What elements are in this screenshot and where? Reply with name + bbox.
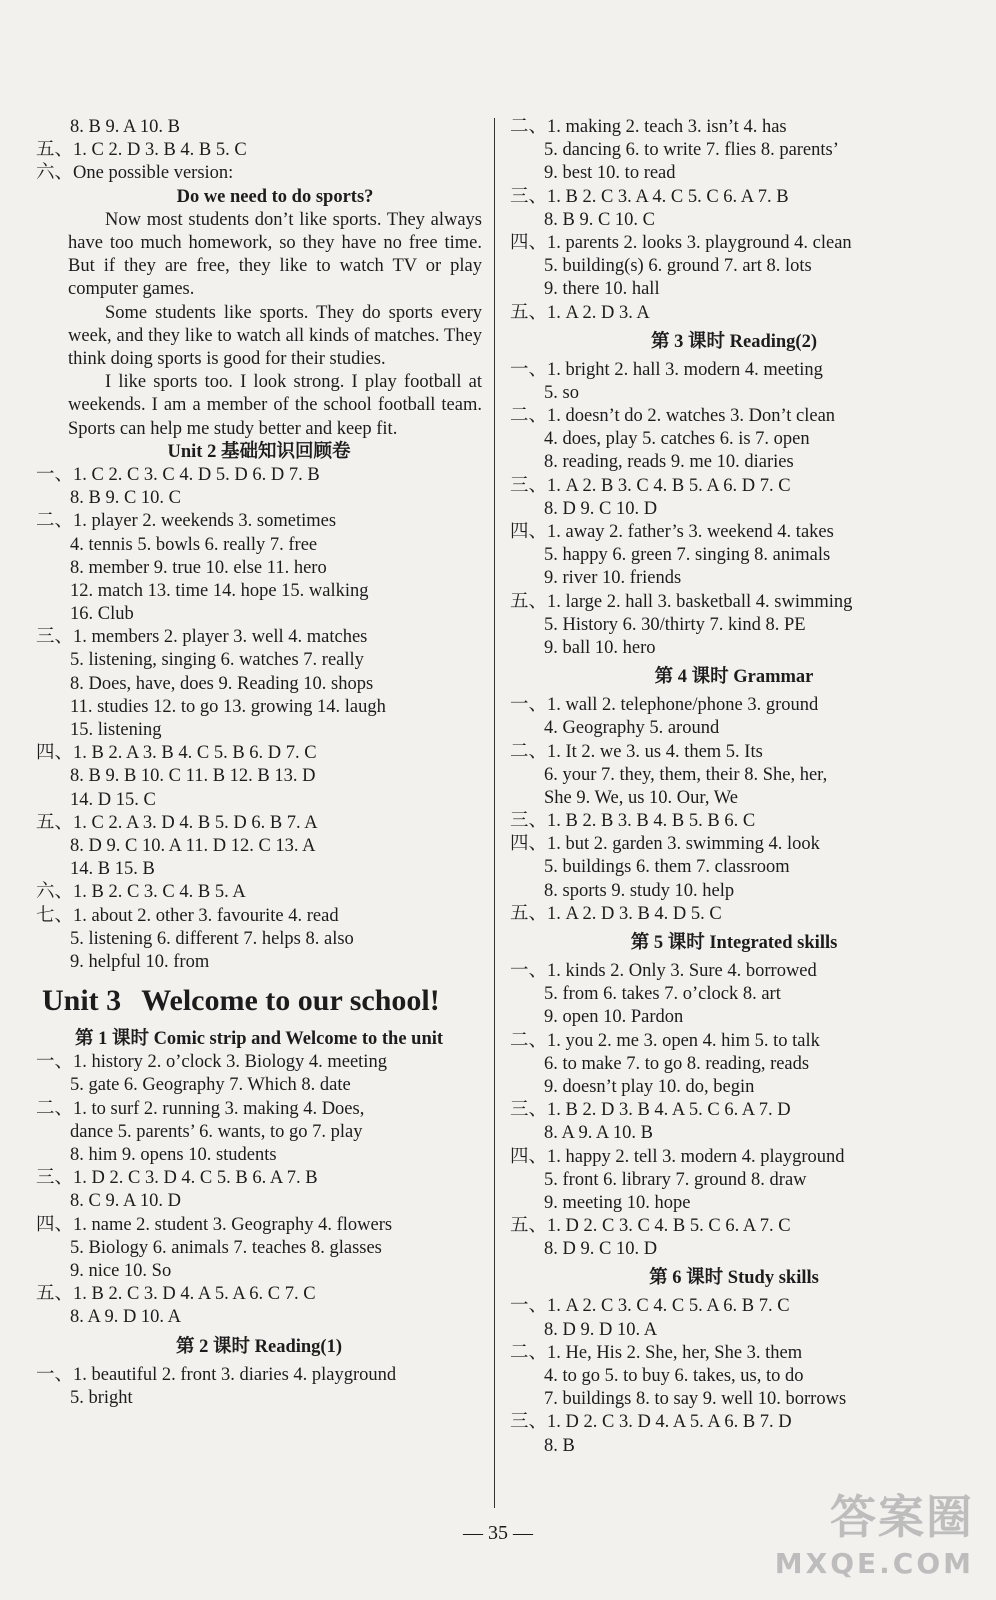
answer-line: 9. helpful 10. from (70, 951, 210, 972)
answer-line: 5. bright (70, 1387, 133, 1408)
answer-line: 8. Does, have, does 9. Reading 10. shops (70, 673, 374, 694)
answer-line: 4. Geography 5. around (544, 718, 720, 739)
section-heading: 第 2 课时 Reading(1) (176, 1336, 342, 1357)
section-heading: 第 4 课时 Grammar (654, 667, 814, 688)
answer-line: 9. river 10. friends (544, 568, 682, 589)
watermark-url: MXQE.COM (774, 1547, 974, 1580)
answer-line: 5. building(s) 6. ground 7. art 8. lots (544, 256, 812, 277)
answer-line: 6. to make 7. to go 8. reading, reads (544, 1053, 810, 1074)
answer-line: 七、1. about 2. other 3. favourite 4. read (36, 905, 339, 926)
unit-name: Welcome to our school! (141, 984, 440, 1018)
answer-line: dance 5. parents’ 6. wants, to go 7. play (70, 1121, 363, 1142)
answer-line: 8. A 9. D 10. A (70, 1307, 182, 1328)
answer-line: 8. B 9. A 10. B (70, 117, 180, 137)
answer-line: 15. listening (70, 720, 162, 741)
answer-line: 16. Club (70, 604, 134, 625)
answer-line: 三、1. B 2. B 3. B 4. B 5. B 6. C (510, 811, 756, 832)
answer-line: 五、1. large 2. hall 3. basketball 4. swimming (510, 591, 853, 612)
essay-paragraph: Some students like sports. They do sports every week, and they like to watch all kinds of matches. They think doing sports is good for their studies. (68, 302, 482, 369)
answer-line: 四、1. B 2. A 3. B 4. C 5. B 6. D 7. C (36, 743, 317, 764)
answer-line: 一、1. C 2. C 3. C 4. D 5. D 6. D 7. B (36, 464, 320, 485)
answer-line: 四、1. happy 2. tell 3. modern 4. playground (510, 1146, 845, 1167)
left-column (36, 116, 482, 1410)
answer-line: 三、1. D 2. C 3. D 4. C 5. B 6. A 7. B (36, 1168, 318, 1189)
answer-line: 11. studies 12. to go 13. growing 14. laugh (70, 696, 386, 717)
watermark-logo (775, 1481, 974, 1580)
answer-line: 9. meeting 10. hope (544, 1192, 691, 1213)
answer-line: 四、1. away 2. father’s 3. weekend 4. takes (510, 522, 834, 542)
answer-line: 5. happy 6. green 7. singing 8. animals (544, 545, 831, 566)
answer-line: 5. from 6. takes 7. o’clock 8. art (544, 984, 781, 1005)
essay-paragraph: I like sports too. I look strong. I play football at weekends. I am a member of the school football team. Sports can help me study better and keep fit. (68, 372, 482, 439)
answer-line: 四、1. parents 2. looks 3. playground 4. clean (510, 232, 852, 253)
answer-line: 8. him 9. opens 10. students (70, 1145, 277, 1166)
answer-line: 三、1. D 2. C 3. D 4. A 5. A 6. B 7. D (510, 1412, 792, 1433)
answer-line: 9. ball 10. hero (544, 637, 656, 658)
answer-line: 五、1. C 2. D 3. B 4. B 5. C (36, 140, 247, 161)
answer-line: 7. buildings 8. to say 9. well 10. borrows (544, 1389, 847, 1410)
answer-line: 4. does, play 5. catches 6. is 7. open (544, 429, 810, 450)
answer-line: 9. there 10. hall (544, 279, 660, 300)
answer-line: 8. B 9. B 10. C 11. B 12. B 13. D (70, 766, 316, 787)
answer-line: 5. Biology 6. animals 7. teaches 8. glasses (70, 1237, 382, 1258)
answer-line: 六、1. B 2. C 3. C 4. B 5. A (36, 882, 246, 903)
page-number: — 35 — (463, 1522, 533, 1544)
right-column (510, 116, 958, 1458)
section-heading: 第 1 课时 Comic strip and Welcome to the unit (74, 1029, 444, 1050)
answer-line: 三、1. B 2. D 3. B 4. A 5. C 6. A 7. D (510, 1100, 791, 1121)
answer-line: 六、One possible version: (36, 163, 234, 184)
answer-line: 9. doesn’t play 10. do, begin (544, 1076, 755, 1097)
answer-line: 五、1. C 2. A 3. D 4. B 5. D 6. B 7. A (36, 812, 318, 833)
section-heading: 第 5 课时 Integrated skills (630, 933, 838, 953)
answer-line: 8. D 9. C 10. A 11. D 12. C 13. A (70, 835, 316, 856)
answer-line: 4. tennis 5. bowls 6. really 7. free (70, 534, 318, 555)
answer-line: She 9. We, us 10. Our, We (544, 787, 738, 808)
answer-line: 二、1. making 2. teach 3. isn’t 4. has (510, 117, 787, 137)
answer-line: 二、1. player 2. weekends 3. sometimes (36, 511, 337, 532)
answer-line: 5. dancing 6. to write 7. flies 8. parents’ (544, 140, 839, 161)
section-heading: 第 6 课时 Study skills (649, 1268, 819, 1289)
answer-line: 8. B 9. C 10. C (70, 488, 182, 509)
column-divider (494, 118, 495, 1508)
answer-line: 一、1. bright 2. hall 3. modern 4. meeting (510, 359, 823, 380)
answer-line: 14. D 15. C (70, 789, 156, 810)
watermark-text: 答案圈 (830, 1490, 974, 1544)
unit-number: Unit 3 (42, 984, 122, 1018)
answer-line: 四、1. but 2. garden 3. swimming 4. look (510, 834, 820, 855)
answer-line: 三、1. A 2. B 3. C 4. B 5. A 6. D 7. C (510, 475, 791, 496)
answer-line: 三、1. members 2. player 3. well 4. matches (36, 627, 368, 648)
answer-line: 14. B 15. B (70, 859, 155, 880)
answer-line: 8. D 9. C 10. D (544, 1239, 658, 1260)
section-heading: Unit 2 基础知识回顾卷 (167, 441, 351, 462)
answer-line: 三、1. B 2. C 3. A 4. C 5. C 6. A 7. B (510, 186, 789, 207)
answer-line: 12. match 13. time 14. hope 15. walking (70, 580, 369, 601)
answer-line: 5. gate 6. Geography 7. Which 8. date (70, 1075, 351, 1096)
answer-line: 9. nice 10. So (70, 1260, 172, 1281)
answer-line: 二、1. you 2. me 3. open 4. him 5. to talk (510, 1030, 820, 1051)
answer-line: 一、1. history 2. o’clock 3. Biology 4. meeting (36, 1052, 387, 1073)
answer-line: 5. front 6. library 7. ground 8. draw (544, 1169, 807, 1190)
answer-line: 8. B 9. C 10. C (544, 209, 656, 230)
answer-line: 8. B (544, 1435, 575, 1456)
answer-line: 5. History 6. 30/thirty 7. kind 8. PE (544, 614, 806, 635)
answer-line: 四、1. name 2. student 3. Geography 4. flowers (36, 1214, 393, 1235)
answer-line: 8. D 9. C 10. D (544, 498, 658, 519)
answer-line: 8. A 9. A 10. B (544, 1123, 653, 1144)
answer-line: 五、1. A 2. D 3. B 4. D 5. C (510, 903, 722, 924)
answer-line: 5. listening, singing 6. watches 7. really (70, 650, 364, 671)
answer-line: 二、1. He, His 2. She, her, She 3. them (510, 1342, 803, 1363)
essay-title: Do we need to do sports? (176, 186, 374, 207)
answer-line: 二、1. to surf 2. running 3. making 4. Does, (36, 1098, 365, 1119)
answer-line: 二、1. doesn’t do 2. watches 3. Don’t clean (510, 406, 836, 427)
answer-line: 8. D 9. D 10. A (544, 1319, 658, 1340)
answer-line: 一、1. A 2. C 3. C 4. C 5. A 6. B 7. C (510, 1296, 790, 1317)
answer-line: 五、1. A 2. D 3. A (510, 302, 650, 323)
answer-line: 二、1. It 2. we 3. us 4. them 5. Its (510, 741, 763, 762)
answer-line: 五、1. D 2. C 3. C 4. B 5. C 6. A 7. C (510, 1216, 791, 1237)
answer-line: 9. best 10. to read (544, 163, 676, 184)
answer-line: 8. reading, reads 9. me 10. diaries (544, 452, 794, 473)
answer-line: 4. to go 5. to buy 6. takes, us, to do (544, 1366, 804, 1386)
answer-line: 五、1. B 2. C 3. D 4. A 5. A 6. C 7. C (36, 1284, 316, 1305)
answer-line: 8. member 9. true 10. else 11. hero (70, 557, 327, 578)
answer-line: 一、1. kinds 2. Only 3. Sure 4. borrowed (510, 961, 817, 981)
answer-line: 5. buildings 6. them 7. classroom (544, 857, 790, 878)
section-heading: 第 3 课时 Reading(2) (651, 331, 817, 352)
answer-line: 一、1. beautiful 2. front 3. diaries 4. playground (36, 1364, 397, 1385)
answer-line: 5. listening 6. different 7. helps 8. also (70, 928, 354, 949)
essay-body (36, 209, 482, 441)
answer-line: 一、1. wall 2. telephone/phone 3. ground (510, 695, 819, 716)
answer-line: 8. C 9. A 10. D (70, 1191, 182, 1212)
answer-line: 6. your 7. they, them, their 8. She, her, (544, 764, 828, 785)
answer-line: 5. so (544, 382, 579, 403)
answer-line: 8. sports 9. study 10. help (544, 880, 735, 901)
unit-title (36, 974, 482, 1028)
essay-paragraph: Now most students don’t like sports. They always have too much homework, so they have no free time. But if they are free, they like to watch TV or play computer games. (68, 209, 482, 300)
answer-line: 9. open 10. Pardon (544, 1007, 684, 1028)
